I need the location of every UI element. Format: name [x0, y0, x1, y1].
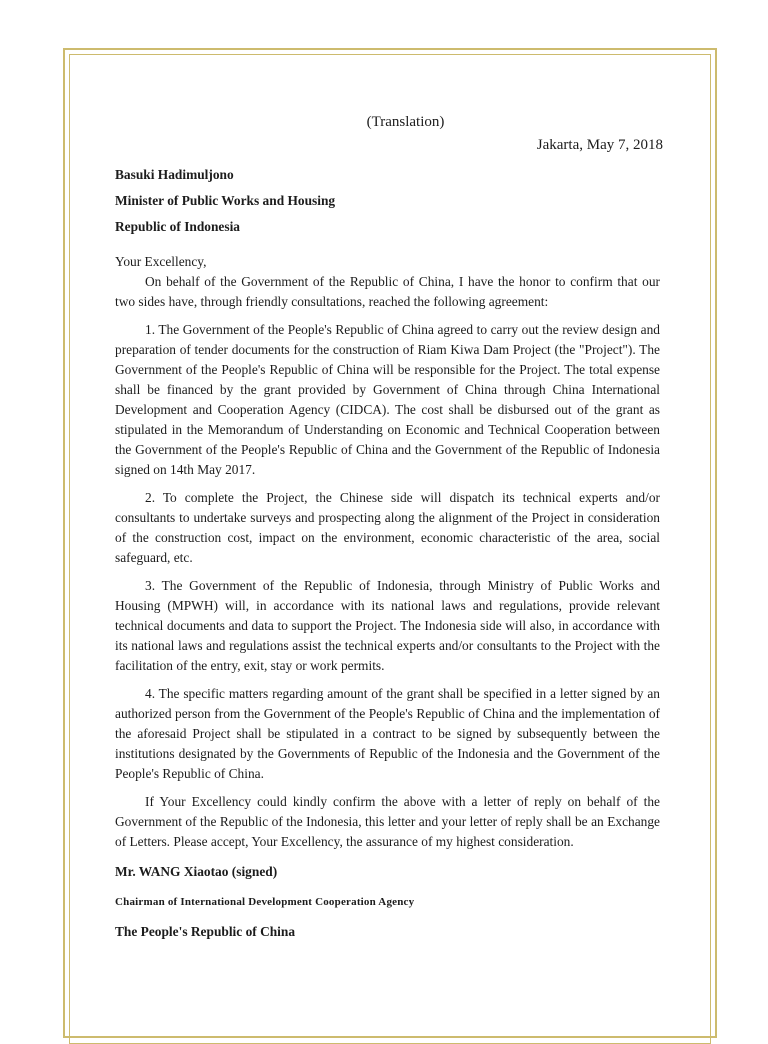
agreement-point-4: 4. The specific matters regarding amount of the grant shall be specified in a letter signed by an authorized person from the Government of the People's Republic of China and the implementation of the aforesaid Project shall be stipulated in a contract to be signed by subsequently between the institutions designated by the Governments of Republic of the Indonesia and the Government of the People's Republic of China. — [115, 686, 660, 781]
signatory-name: Mr. WANG Xiaotao (signed) — [115, 864, 278, 879]
closing-paragraph: If Your Excellency could kindly confirm the above with a letter of reply on behalf of the Government of the Republic of the Indonesia, this letter and your letter of reply shall be an Exchange of Letters. Please accept, Your Excellency, the assurance of my highest consideration. — [115, 794, 660, 849]
intro-paragraph: On behalf of the Government of the Republic of China, I have the honor to confirm that our two sides have, through friendly consultations, reached the following agreement: — [115, 274, 660, 309]
agreement-point-1: 1. The Government of the People's Republic of China agreed to carry out the review design and preparation of tender documents for the construction of Riam Kiwa Dam Project (the "Project"). The Government of the People's Republic of China will be responsible for the Project. The total expense shall be financed by the grant provided by Government of China through China International Development and Cooperation Agency (CIDCA). The cost shall be disbursed out of the grant as stipulated in the Memorandum of Understanding on Economic and Technical Cooperation between the Government of the People's Republic of China and the Government of the Republic of Indonesia signed on 14th May 2017. — [115, 322, 660, 477]
recipient-title: Minister of Public Works and Housing — [115, 193, 336, 208]
letter-date: Jakarta, May 7, 2018 — [536, 137, 663, 153]
agreement-point-2: 2. To complete the Project, the Chinese side will dispatch its technical experts and/or consultants to undertake surveys and prospecting along the alignment of the Project in consideration of the construction cost, impact on the environment, economic characteristic of the area, social safeguard, etc. — [115, 490, 660, 565]
signatory-country: The People's Republic of China — [115, 924, 296, 939]
salutation: Your Excellency, — [115, 254, 207, 269]
recipient-name: Basuki Hadimuljono — [115, 167, 234, 182]
translation-heading: (Translation) — [366, 114, 445, 130]
signatory-title: Chairman of International Development Cooperation Agency — [115, 896, 415, 908]
recipient-country: Republic of Indonesia — [115, 219, 241, 234]
letter-page — [115, 110, 663, 942]
agreement-point-3: 3. The Government of the Republic of Indonesia, through Ministry of Public Works and Housing (MPWH) will, in accordance with its national laws and regulations, provide relevant technical documents and data to support the Project. The Indonesia side will also, in accordance with its national laws and regulations assist the technical experts and/or consultants to the Project with the facilitation of the entry, exit, stay or work permits. — [115, 578, 660, 673]
